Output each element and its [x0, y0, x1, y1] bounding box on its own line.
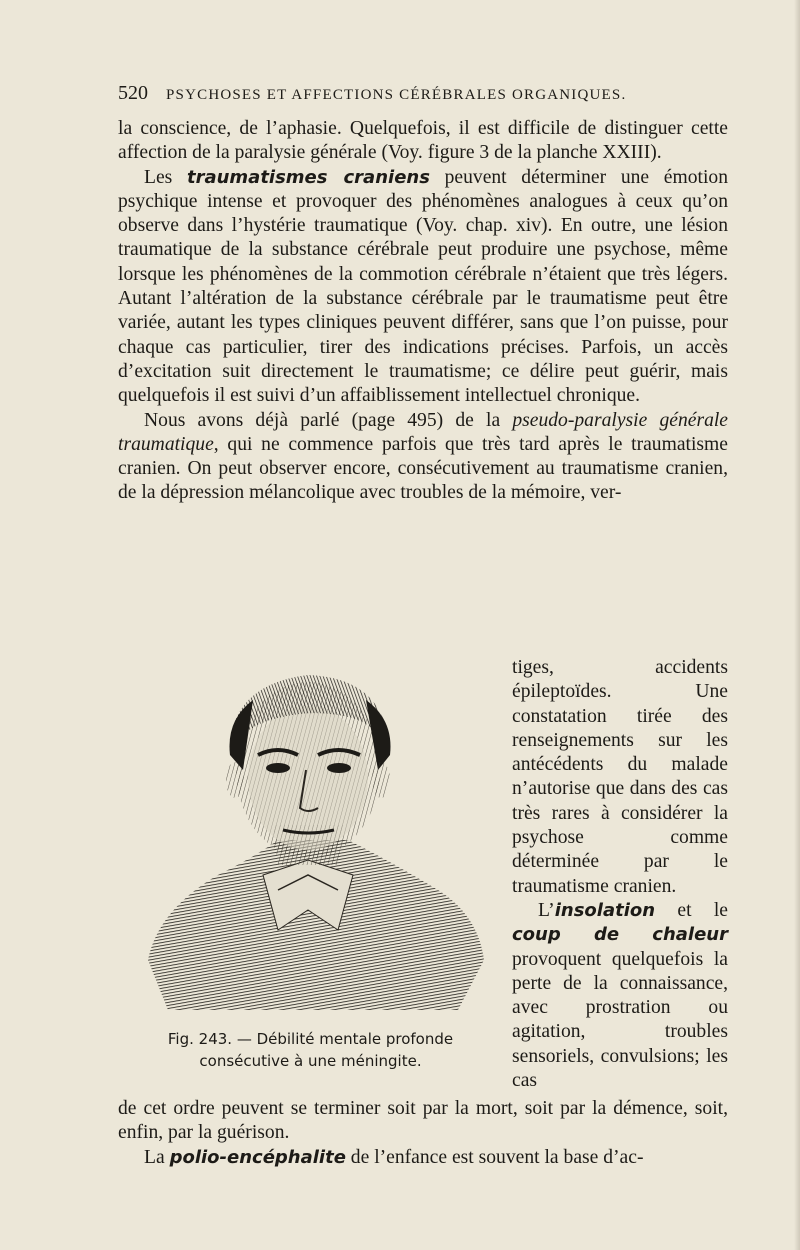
page-edge: [794, 0, 800, 1250]
text-beside-figure: [512, 656, 728, 1093]
portrait-engraving: [138, 660, 486, 1016]
paragraph-5-start: La: [144, 1146, 170, 1168]
running-header: [118, 82, 718, 105]
paragraph-4-start: L’: [538, 899, 555, 921]
paragraph-4-mid: et le: [655, 899, 728, 921]
paragraph-4-rest: provoquent quelquefois la perte de la connaissance, avec prostration ou agitation, troubles sensoriels, convulsions; les cas: [512, 948, 728, 1092]
term-traumatismes-craniens: traumatismes craniens: [186, 166, 430, 188]
term-polio-encephalite: polio-encéphalite: [169, 1146, 346, 1168]
paragraph-5-rest: de l’enfance est souvent la base d’ac-: [345, 1146, 644, 1168]
paragraph-4: [512, 899, 728, 1093]
paragraph-2: [118, 166, 728, 409]
figure-caption: [118, 1028, 503, 1072]
caption-line-2: consécutive à une méningite.: [199, 1052, 422, 1070]
body-text-top: [118, 117, 728, 506]
paragraph-5: [118, 1146, 728, 1170]
paragraph-4-end: de cet ordre peuvent se terminer soit par la mort, soit par la démence, soit, enfin, par la guérison.: [118, 1098, 728, 1144]
running-title: PSYCHOSES ET AFFECTIONS CÉRÉBRALES ORGANIQUES.: [166, 87, 627, 103]
caption-line-1: Fig. 243. — Débilité mentale profonde: [167, 1030, 454, 1048]
paragraph-2-start: Les: [144, 166, 187, 188]
paragraph-1: la conscience, de l’aphasie. Quelquefois, il est difficile de distinguer cette affection de la paralysie générale (Voy. figure 3 de la planche XXIII).: [118, 118, 728, 164]
term-coup-de-chaleur: coup de chaleur: [512, 924, 728, 946]
page-number: 520: [118, 82, 148, 104]
term-pseudo-paralysie: pseudo-paralysie générale traumatique: [118, 409, 729, 455]
paragraph-3-rest: , qui ne commence parfois que très tard après le traumatisme cranien. On peut observer encore, consécutivement au traumatisme cranien, de la dépression mélancolique avec troubles de la mémoire, ver-: [118, 433, 728, 504]
term-insolation: insolation: [554, 899, 656, 921]
paragraph-3-start: Nous avons déjà parlé (page 495) de la: [144, 409, 513, 431]
body-text-bottom: [118, 1097, 728, 1170]
paragraph-3: [118, 409, 728, 506]
paragraph-2-rest: peuvent déterminer une émotion psychique intense et provoquer des phénomènes analogues à ceux qu’on observe dans l’hystérie traumatique (Voy. chap. xiv). En outre, une lésion traumatique de la substance cérébrale peut produire une psychose, même lorsque les phénomènes de la commotion cérébrale n’étaient que très légers. Autant l’altération de la substance cérébrale par le traumatisme peut être variée, autant les types cliniques peuvent différer, sans que l’on puisse, pour chaque cas particulier, tirer des indications précises. Parfois, un accès d’excitation suit directement le traumatisme; ce délire peut guérir, mais quelquefois il est suivi d’un affaiblissement intellectuel chronique.: [118, 166, 728, 407]
paragraph-3-continued: tiges, accidents épileptoïdes. Une constatation tirée des renseignements sur les antécédents du malade n’autorise que dans des cas très rares à considérer la psychose comme déterminée par le traumatisme cranien.: [512, 657, 728, 897]
